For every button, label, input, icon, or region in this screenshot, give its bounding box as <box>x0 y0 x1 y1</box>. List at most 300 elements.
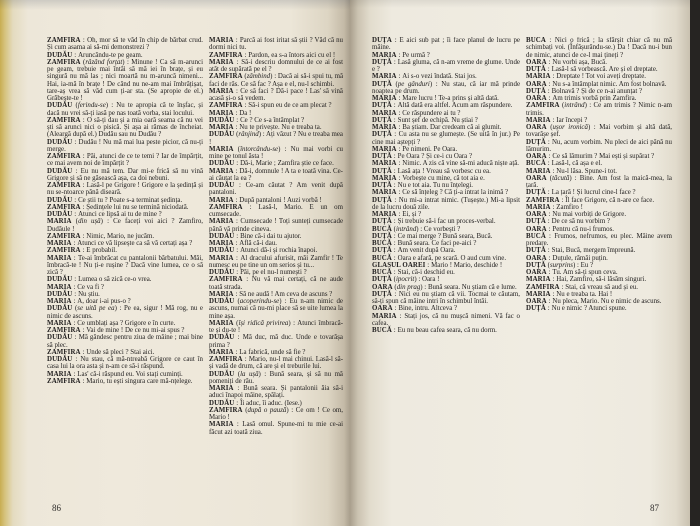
stage-direction: ( rânjind ) : <box>234 131 266 138</box>
speaker-name: BUCĂ : <box>372 327 398 334</box>
speech-line <box>47 153 203 168</box>
speaker-name: DUȚĂ : <box>372 182 398 189</box>
stage-direction: ( pe gânduri ) : <box>392 81 441 88</box>
speaker-name: DUȚĂ : <box>372 59 398 66</box>
speech-line <box>526 117 672 124</box>
speech-line <box>372 146 520 153</box>
speech-text: E probabil. <box>86 247 117 255</box>
speaker-name: MARIA <box>47 218 72 226</box>
speech-line <box>47 305 203 320</box>
speech-line <box>372 168 520 175</box>
speech-text: Bine, intru. Altceva ? <box>398 305 458 313</box>
speech-text: Ba știam. Dar credeam că ai glumit. <box>402 124 502 131</box>
speaker-name: MARIA : <box>209 349 239 356</box>
speech-text: Bolnavă ? Și de ce n-ai anunțat ? <box>551 87 643 95</box>
speaker-name: MARIA : <box>47 255 78 262</box>
speech-line <box>209 269 343 276</box>
speech-text: Mario ! Mario, deschide ! <box>431 261 503 269</box>
speech-line <box>372 255 520 262</box>
speaker-name: DUȚĂ <box>372 276 392 284</box>
speech-text: Ce am trimis ? Nimic n-am trimis. <box>526 102 672 117</box>
speaker-name: MARIA : <box>47 284 77 291</box>
speech-line <box>209 233 343 240</box>
speech-text: Oara ! <box>422 276 440 284</box>
speaker-name: DUȚĂ : <box>372 197 399 204</box>
speech-text: De ce să nu vorbim ? <box>551 218 610 226</box>
speech-line <box>526 284 672 291</box>
speech-line <box>209 385 343 400</box>
speaker-name: MARIA : <box>526 168 556 175</box>
speaker-name: ZAMFIRA : <box>209 204 258 211</box>
speech-text: Bună seara. Și pantalonii ăia să-i aduci înapoi mâine, spălați. <box>209 385 343 400</box>
speaker-name: DUȚĂ : <box>526 305 552 312</box>
speech-text: Pe ea, sigur ! Mă rog, nu e nimic de ascuns. <box>47 305 203 320</box>
speech-line <box>47 255 203 277</box>
speaker-name: MARIA : <box>526 73 556 80</box>
speaker-name: BUCĂ : <box>372 255 398 262</box>
speech-line <box>372 153 520 160</box>
speaker-name: MARIA : <box>47 240 77 247</box>
speech-text: Am venit după Oara. <box>397 247 456 255</box>
speech-line <box>47 182 203 197</box>
speech-line <box>526 247 672 254</box>
speaker-name: ZAMFIRA : <box>526 284 565 291</box>
speaker-name: MARIA : <box>209 291 239 298</box>
speech-line <box>47 168 203 183</box>
speaker-name: ZAMFIRA <box>47 58 81 66</box>
speech-text: Las' că-i răspund eu. Voi stați cuminți. <box>77 370 183 378</box>
speech-text: A, doar i-ai pus-o ? <box>77 298 131 305</box>
stage-direction: ( își ridică privirea ) : <box>234 320 298 327</box>
speech-text: Am trimis vorbă prin Zamfira. <box>552 95 637 102</box>
stage-direction: ( ferindu-se ) : <box>72 102 116 109</box>
speech-text: Află că-i dau. <box>239 240 277 247</box>
speaker-name: BUCĂ : <box>526 37 555 44</box>
speech-line <box>47 371 203 378</box>
speech-line <box>372 226 520 233</box>
speech-line <box>372 52 520 59</box>
speech-line <box>372 189 520 196</box>
stage-direction: ( intrând ) : <box>392 226 424 233</box>
speaker-name: OARA : <box>526 298 552 305</box>
speaker-name: ZAMFIRA : <box>47 153 87 160</box>
speaker-name: DUȚĂ : <box>526 218 552 225</box>
speaker-name: MARIA : <box>372 175 402 182</box>
stage-direction: ( din ușă ) : <box>72 218 114 225</box>
speaker-name: MARIA : <box>372 73 402 80</box>
speaker-name: MARIA <box>209 319 234 327</box>
speech-line <box>526 81 672 88</box>
speaker-name: MARIA : <box>209 240 239 247</box>
speech-text: Stai, Bucă, mergem împreună. <box>551 247 636 255</box>
speech-text: Dudău ! Nu mă mai lua peste picior, că nu-ți merge. <box>47 138 203 153</box>
speech-text: La fabrică, unde să fie ? <box>239 348 306 356</box>
speech-line <box>209 371 343 386</box>
speaker-name: OARA : <box>526 211 552 218</box>
speech-text: Eu nu mă tem. Dar mi-e frică să nu vină Grigore și să ne găsească așa, ca doi nebuni. <box>47 167 203 182</box>
speech-line <box>372 73 520 80</box>
speech-line <box>372 182 520 189</box>
speech-line <box>372 291 520 306</box>
speech-text: Ce-am căutat ? Am venit după pantaloni. <box>209 182 343 197</box>
speaker-name: MARIA : <box>209 421 242 428</box>
speaker-name: OARA : <box>372 305 398 312</box>
speech-text: Pardon, ea s-a întors aici cu el ! <box>248 51 336 59</box>
stage-direction: ( tăcută ) : <box>547 175 580 182</box>
speech-line <box>209 88 343 103</box>
speaker-name: MARIA : <box>526 204 556 211</box>
speech-text: Nimic, Mario, ne jucăm. <box>86 232 155 240</box>
speech-text: Pe nimeni. Pe Oara. <box>402 145 458 153</box>
speech-text: Tu. Am să-ți spun ceva. <box>552 269 618 276</box>
speaker-name: MARIA : <box>209 218 240 225</box>
speaker-name: DUDĂU : <box>209 400 240 407</box>
speaker-name: MARIA : <box>372 189 402 196</box>
speech-text: Lasă omul. Spune-mi tu mie ce-ai făcut azi toată ziua. <box>209 421 343 436</box>
speaker-name: ZAMFIRA <box>209 73 243 81</box>
speech-text: Mai vorbim și altă dată, tovarășe șef. <box>526 124 672 139</box>
speech-line <box>47 334 203 349</box>
speech-line <box>209 110 343 117</box>
speaker-name: DUȚĂ : <box>372 102 398 109</box>
speech-text: Nu pleca, Mario. Nu e nimic de ascuns. <box>552 298 662 305</box>
speech-line <box>526 124 672 139</box>
speech-text: Dreptate ! Tot voi aveți dreptate. <box>556 73 646 81</box>
speech-text: Dă-i, Marie ; Zamfira știe ce face. <box>240 160 334 168</box>
speech-line <box>47 37 203 52</box>
speech-text: Nu mai vorbiți de Grigore. <box>552 211 627 218</box>
speech-text: Nu stau, că mă-ntreabă Grigore ce caut în casa lui la ora asta și n-am ce să-i răspund. <box>47 356 203 371</box>
speech-line <box>372 305 520 312</box>
speaker-name: MARIA : <box>526 117 556 124</box>
speech-text: Sunt șef de echipă. Nu știai ? <box>397 116 478 124</box>
speaker-name: ZAMFIRA <box>209 406 243 414</box>
speaker-name: MARIA : <box>372 160 402 167</box>
speaker-name: OARA : <box>526 153 552 160</box>
speaker-name: BUCĂ : <box>526 160 552 167</box>
speech-line <box>209 334 343 349</box>
page-number: 87 <box>650 503 659 513</box>
speech-text: După pantaloni ! Auzi vorbă ! <box>239 196 322 204</box>
stage-direction: ( intrând ) : <box>560 102 594 109</box>
speech-line <box>209 400 343 407</box>
speech-line <box>372 175 520 182</box>
right-page <box>350 0 690 526</box>
speech-line <box>526 88 672 95</box>
stage-direction: ( râzând forțat ) : <box>81 59 132 66</box>
speech-line <box>209 131 343 146</box>
speech-line <box>372 160 520 167</box>
speech-text: Stai, că-i deschid eu. <box>397 269 455 276</box>
speaker-name: DUȚĂ : <box>526 247 552 254</box>
stage-direction: ( la ușă ) : <box>234 371 269 378</box>
speech-text: Pentru că nu-i frumos. <box>552 225 614 233</box>
speaker-name: DUȚĂ : <box>372 168 398 175</box>
speech-line <box>209 298 343 320</box>
speech-text: Să ne audă ! Am ceva de ascuns ? <box>239 290 333 298</box>
speech-text: Ce va fi ? <box>77 283 104 291</box>
speech-line <box>209 168 343 183</box>
speech-text: Stați jos, că nu mușcă nimeni. Vă fac o cafea. <box>372 312 520 327</box>
speech-line <box>372 233 520 240</box>
speech-line <box>209 276 343 291</box>
speech-line <box>47 378 203 385</box>
speech-text: Nu, acum vorbim. Nu pleci de aici până nu lămurim. <box>526 138 672 153</box>
speech-line <box>372 218 520 225</box>
speaker-name: DUȚĂ : <box>372 131 399 138</box>
speech-text: O să-ți dau și a mia oară seama că nu vei ști să arunci nici o pisică. Și așa ai rămas de încheiat. (Aleargă după el.) Dudău sau nu Dudău ? <box>47 116 203 139</box>
speaker-name: MARIA : <box>372 313 404 320</box>
speech-text: Nu te privește. Nu e treaba ta. <box>239 124 322 131</box>
speech-text: Ce umblați așa ? Grigore e în curte. <box>77 319 176 327</box>
speech-line <box>526 233 672 248</box>
speaker-name: DUȚĂ : <box>372 218 398 225</box>
speaker-name: MARIA : <box>209 124 239 131</box>
speech-text: Ce știi tu ? Poate s-a terminat ședința. <box>78 196 183 204</box>
stage-direction: ( după o pauză ) : <box>243 407 296 414</box>
speech-line <box>209 421 343 436</box>
speech-text: Te-ai îmbrăcat cu pantalonii bărbatului. Măi, îmbracă-te ! Nu ți-e rușine ? Dacă vine lumea, ce o să zică ? <box>47 254 203 276</box>
speech-text: Păi, atunci de ce te temi ? Iar de împărțit, ce mai avem noi de împărțit ? <box>47 153 203 168</box>
speaker-name: MARIA : <box>372 211 402 218</box>
speech-text: Bună seara. Nu știam că e lume. <box>427 283 517 291</box>
speech-line <box>526 73 672 80</box>
speech-line <box>526 59 672 66</box>
speech-text: Ședințele lui nu se termină niciodată. <box>86 203 189 211</box>
speech-text: Parcă ai fost iritat să știi ? Văd că nu dormi nici tu. <box>209 37 343 52</box>
speech-line <box>372 327 520 334</box>
speech-line <box>209 197 343 204</box>
speech-line <box>209 182 343 197</box>
speaker-name: DUDĂU : <box>209 247 240 254</box>
speech-text: Să-i spun eu de ce am plecat ? <box>248 102 332 110</box>
speech-line <box>526 175 672 190</box>
speech-line <box>209 349 343 356</box>
speech-text: Nu te apropia că te înșfac, și dacă nu vrei să-ți iasă pe nas toată vorba, stai locului. <box>47 102 203 117</box>
speaker-name: DUDĂU : <box>47 168 81 175</box>
speaker-name: DUȚĂ : <box>372 37 400 44</box>
speech-line <box>47 284 203 291</box>
speaker-name: MARIA : <box>372 124 402 131</box>
speaker-name: DUDĂU : <box>47 276 78 283</box>
speaker-name: BUCĂ : <box>526 233 554 240</box>
speech-text: Păi, pe el nu-l numești ? <box>240 269 307 276</box>
speaker-name: OARA : <box>526 269 552 276</box>
speech-text: Nu stau, că iar mă prinde noaptea pe drum. <box>372 80 520 95</box>
speaker-name: MARIA : <box>526 276 556 283</box>
speech-line <box>526 269 672 276</box>
speech-text: E aici sub pat ; îi face planul de lucru pe mâine. <box>372 37 520 52</box>
speech-text: Minune ! Ca să m-arunci pe geam, trebuie mai întâi să mă iei în brațe, și eu singură nu mă las ; nici moartă nu m-aruncă nimeni... Hai, ia-mă în brațe ! De când nu ne-am mai îmbrățișat, tare-aș vrea să văd cum ți-ar sta. (Se apropie de el.) Grăbește-te ! <box>47 58 203 102</box>
speaker-name: ZAMFIRA : <box>209 52 248 59</box>
speaker-name: OARA <box>372 283 393 291</box>
speaker-name: ZAMFIRA : <box>526 197 565 204</box>
speech-line <box>47 52 203 59</box>
speech-text: Ce răspundere ai tu ? <box>402 109 461 117</box>
speech-text: Ce să lămurim ? Mai ești și supărat ? <box>552 153 655 160</box>
speech-line <box>526 168 672 175</box>
speech-text: Ce om ! Ce om, Mario ! <box>209 406 343 421</box>
speech-line <box>526 218 672 225</box>
speech-text: Ei, și ? <box>402 211 422 218</box>
speech-text: Nici o frică ; la sfârșit chiar că nu mă schimbați voi. (Înfășurându-se.) Da ! Dacă nu-i bun de nimic, atunci de ce-l mai țineți ? <box>526 37 672 59</box>
speech-line <box>526 197 672 204</box>
speaker-name: DUDĂU : <box>47 52 78 59</box>
speech-text: Ce faceți voi aici ? Zamfiro, Dudăule ! <box>47 218 203 233</box>
speech-line <box>209 102 343 109</box>
speech-text: Atunci dă-i și rochia înapoi. <box>240 247 318 255</box>
speech-text: Lasă-l, Mario. E un om cumsecade. <box>209 203 343 218</box>
speech-line <box>47 291 203 298</box>
speaker-name: DUȚĂ : <box>372 233 398 240</box>
speech-text: Lumea o să zică ce-o vrea. <box>78 276 152 284</box>
speaker-name: BUCĂ : <box>372 240 398 247</box>
speech-text: Nu e treaba ta. Hai ! <box>556 290 613 298</box>
text-column <box>372 37 520 499</box>
speech-text: Mă gândesc pentru ziua de mâine ; mai bine să plec. <box>47 334 203 349</box>
speech-text: Îi aduc, îi aduc. (Iese.) <box>240 399 302 407</box>
speech-text: Bine. Am fost la maică-mea, la țară. <box>526 174 672 189</box>
speech-text: Al dracului afurisit, măi Zamfir ! Te numesc eu pe tine un om serios și tu... <box>209 254 343 269</box>
speaker-name: DUȚĂ <box>526 261 546 269</box>
speaker-name: MARIA : <box>209 255 240 262</box>
speech-text: Atunci ce vă lipsește ca să vă certați așa ? <box>77 240 193 247</box>
speech-line <box>47 102 203 117</box>
speech-text: Ce ? Ce s-a întâmplat ? <box>240 116 305 124</box>
speech-text: Nu știu. <box>78 290 100 298</box>
speech-line <box>526 276 672 283</box>
speech-line <box>526 226 672 233</box>
speech-line <box>47 117 203 139</box>
speaker-name: OARA : <box>526 226 552 233</box>
speech-line <box>372 131 520 146</box>
speaker-name: DUDĂU : <box>209 334 243 341</box>
speech-line <box>372 117 520 124</box>
speaker-name: DUDĂU : <box>47 356 80 363</box>
speaker-name: OARA : <box>526 59 552 66</box>
speech-line <box>47 276 203 283</box>
speech-text: Mario, tu ești singura care mă-nțelege. <box>86 377 193 385</box>
speech-text: Eu nu beau cafea seara, că nu dorm. <box>397 327 497 334</box>
speech-line <box>526 262 672 269</box>
speech-line <box>47 139 203 154</box>
speech-line <box>372 81 520 96</box>
speech-text: Nici eu nu știam că vii. Tocmai te căutam, să-ți spun că mâine intri în schimbul întâi. <box>372 290 520 305</box>
speech-line <box>526 160 672 167</box>
speech-line <box>47 59 203 103</box>
speaker-name: ZAMFIRA : <box>47 247 86 254</box>
speech-line <box>47 218 203 233</box>
speech-text: Nu mai vorbi cu mine pe tonul ăsta ! <box>209 145 343 160</box>
speech-text: Ce să faci ? Dă-i pace ! Las' să vină acasă și-o să vedem. <box>209 87 343 102</box>
speaker-name: OARA : <box>526 255 552 262</box>
speech-line <box>209 247 343 254</box>
speaker-name: ZAMFIRA : <box>47 204 86 211</box>
speaker-name: DUȚĂ : <box>526 66 552 73</box>
stage-direction: ( întorcându-se ) : <box>234 146 291 153</box>
speech-text: Lasă gluma, că n-am vreme de glume. Unde e ? <box>372 58 520 73</box>
speech-text: Ați văzut ? Nu e treaba mea ! <box>209 131 343 146</box>
speech-line <box>372 59 520 74</box>
speaker-name: MARIA : <box>209 59 241 66</box>
speaker-name: MARIA : <box>47 371 77 378</box>
speaker-name: DUDĂU : <box>47 211 78 218</box>
speaker-name: DUDĂU <box>47 305 73 313</box>
speech-text: Lasă ața ! Vreau să vorbesc cu ea. <box>397 167 491 175</box>
speech-text: Ce să înțeleg ? Că ți-a intrat la inimă ? <box>402 189 509 197</box>
speech-text: Hai, Zamfiro, să-i lăsăm singuri. <box>556 276 647 284</box>
speech-text: La țară ! Și lucrul cine-l face ? <box>551 189 636 197</box>
speech-text: Oh, mor să te văd în chip de bărbat crud. Și cum asama ai să-mi demonstrezi ? <box>47 37 203 52</box>
speech-line <box>526 102 672 117</box>
speaker-name: DUȚĂ : <box>526 88 552 95</box>
speaker-name: ZAMFIRA : <box>209 276 252 283</box>
speech-line <box>209 407 343 422</box>
speech-line <box>372 262 520 269</box>
speech-line <box>526 37 672 59</box>
speech-line <box>526 95 672 102</box>
speech-line <box>526 139 672 154</box>
speech-line <box>47 356 203 371</box>
speech-line <box>526 66 672 73</box>
speech-text: Dă-i, domnule ! A ta e toată vina. Ce-ai căutat la ea ? <box>209 167 343 182</box>
speaker-name: DUDĂU <box>209 131 235 139</box>
text-column <box>47 37 203 499</box>
speaker-name: DUDĂU : <box>209 233 240 240</box>
speech-text: Nu mi-a intrat nimic. (Tușește.) Mi-a lipsit de la lucru două zile. <box>372 196 520 211</box>
speech-text: Nu vorbi așa, Bucă. <box>552 58 607 66</box>
speech-line <box>209 73 343 88</box>
speech-text: Stai, că vreau să aud și eu. <box>565 283 639 291</box>
speech-line <box>47 211 203 218</box>
speaker-name: GLASUL OAREI : <box>372 262 431 269</box>
speech-line <box>209 255 343 270</box>
speech-text: Pe urmă ? <box>402 51 430 59</box>
speaker-name: ZAMFIRA : <box>209 356 249 363</box>
speaker-name: DUDĂU : <box>209 117 240 124</box>
speech-text: Eu ? <box>580 261 594 269</box>
speech-text: Nu e tot aia. Tu nu înțelegi. <box>397 182 474 189</box>
speaker-name: DUȚĂ <box>372 80 392 88</box>
speech-text: Ce vorbești ? <box>423 225 461 233</box>
speech-text: Oara e afară, pe scară. O aud cum vine. <box>397 254 507 262</box>
speech-line <box>47 247 203 254</box>
speech-line <box>372 313 520 328</box>
speech-line <box>209 204 343 219</box>
speech-text: Lasă-l să vorbească. Are și el dreptate. <box>551 66 658 73</box>
speaker-name: ZAMFIRA : <box>47 117 87 124</box>
speech-text: Și trebuie să-i fac un proces-verbal. <box>397 218 496 226</box>
speaker-name: DUDĂU : <box>209 269 240 276</box>
speaker-name: MARIA <box>209 145 234 153</box>
speaker-name: ZAMFIRA <box>526 102 560 110</box>
speech-line <box>47 320 203 327</box>
speaker-name: MARIA : <box>209 385 243 392</box>
speech-text: Mă duc, mă duc. Unde e tovarășa prima ? <box>209 334 343 349</box>
speech-line <box>47 204 203 211</box>
speech-text: Bună seara, și să nu mă pomeniți de rău. <box>209 370 343 385</box>
speech-line <box>47 349 203 356</box>
speech-text: Lasă-l, că așa e el. <box>551 160 603 168</box>
speaker-name: DUDĂU : <box>209 160 240 167</box>
speaker-name: MARIA : <box>209 88 240 95</box>
speech-line <box>209 291 343 298</box>
speaker-name: BUCĂ <box>372 225 392 233</box>
speech-text: Cu asta nu se glumește. (Se uită în jur.) Pe cine mai aștepți ? <box>372 131 520 146</box>
speaker-name: MARIA : <box>209 37 240 44</box>
speaker-name: BUCĂ : <box>372 269 398 276</box>
page-number: 86 <box>52 503 61 513</box>
